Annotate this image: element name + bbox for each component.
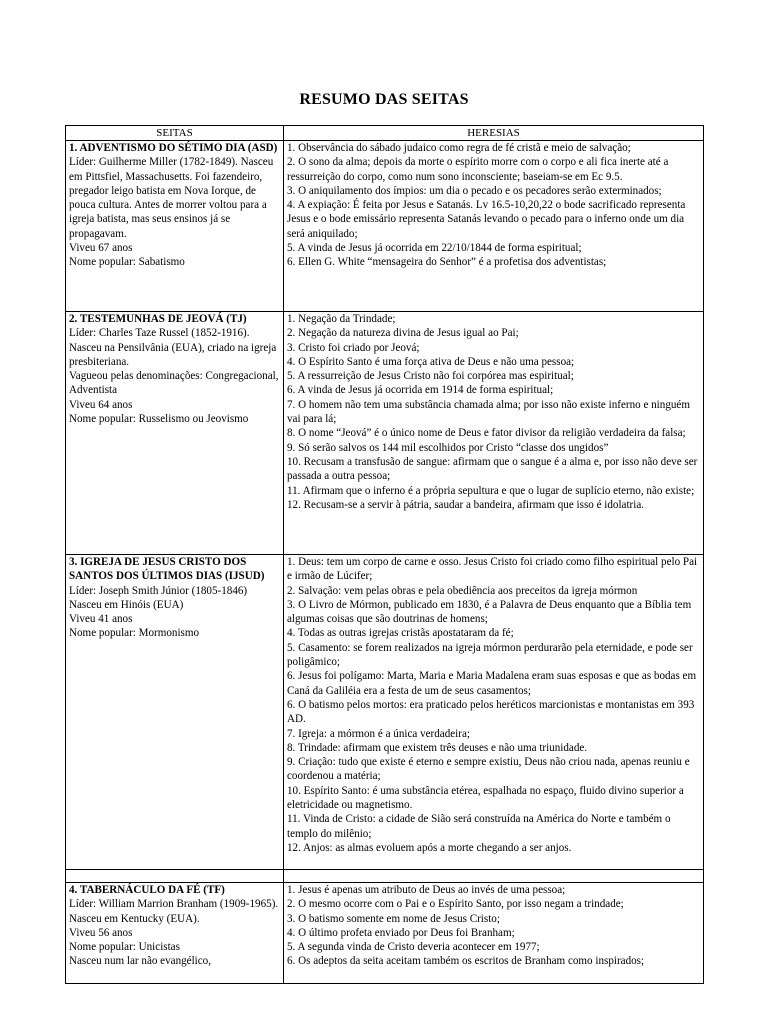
heresy-item: 6. A vinda de Jesus já ocorrida em 1914 de forma espiritual; [287, 384, 554, 397]
sect-name: 2. TESTEMUNHAS DE JEOVÁ (TJ) [69, 313, 247, 325]
sect-name: 4. TABERNÁCULO DA FÉ (TF) [69, 884, 225, 896]
heresy-item: 7. O homem não tem uma substância chamada alma; por isso não existe inferno e ninguém vai para lá; [287, 398, 690, 426]
sect-info: Viveu 56 anos [69, 926, 133, 939]
heresy-item: 3. O aniquilamento dos ímpios: um dia o pecado e os pecadores serão exterminados; [287, 184, 662, 197]
heresy-item: 10. Espírito Santo: é uma substância etérea, espalhada no espaço, fluido divino superior a eletricidade ou magnetismo. [287, 784, 684, 812]
sects-table [65, 125, 704, 984]
heresy-item: 10. Recusam a transfusão de sangue: afirmam que o sangue é a alma e, por isso não deve ser passada a outra pessoa; [287, 455, 698, 483]
sect-cell [66, 555, 284, 870]
table-row [66, 883, 704, 984]
sect-name: 1. ADVENTISMO DO SÉTIMO DIA (ASD) [69, 142, 278, 154]
table-header-row [66, 126, 704, 141]
heresy-item: 5. A segunda vinda de Cristo deveria acontecer em 1977; [287, 941, 540, 954]
heresy-item: 12. Recusam-se a servir à pátria, saudar a bandeira, afirmam que isso é idolatria. [287, 498, 645, 511]
heresy-item: 7. Igreja: a mórmon é a única verdadeira; [287, 727, 470, 740]
heresy-item: 3. Cristo foi criado por Jeová; [287, 341, 420, 354]
sect-info: Nome popular: Russelismo ou Jeovismo [69, 413, 249, 426]
spacer-cell [66, 870, 284, 883]
heresy-item: 6. Ellen G. White “mensageira do Senhor” é a profetisa dos adventistas; [287, 256, 607, 269]
heresy-item: 3. O Livro de Mórmon, publicado em 1830, é a Palavra de Deus enquanto que a Bíblia tem algumas coisas que são doutrinas de homens; [287, 598, 692, 626]
heresy-item: 5. A vinda de Jesus já ocorrida em 22/10/1844 de forma espiritual; [287, 242, 582, 255]
heresy-item: 12. Anjos: as almas evoluem após a morte chegando a ser anjos. [287, 841, 572, 854]
heresy-item: 5. A ressurreição de Jesus Cristo não foi corpórea mas espiritual; [287, 370, 574, 383]
sect-name: 3. IGREJA DE JESUS CRISTO DOS SANTOS DOS ÚLTIMOS DIAS (IJSUD) [69, 556, 265, 583]
sect-cell [66, 141, 284, 312]
sect-cell [66, 883, 284, 984]
heresy-item: 2. Negação da natureza divina de Jesus igual ao Pai; [287, 327, 519, 340]
heresy-item: 2. Salvação: vem pelas obras e pela obediência aos preceitos da igreja mórmon [287, 584, 638, 597]
sect-info: Nasceu num lar não evangélico, [69, 955, 212, 968]
header-seitas: SEITAS [66, 126, 284, 141]
header-heresias: HERESIAS [284, 126, 704, 141]
heresy-item: 1. Negação da Trindade; [287, 313, 396, 325]
heresy-item: 1. Jesus é apenas um atributo de Deus ao invés de uma pessoa; [287, 884, 566, 896]
sect-info: Nasceu em Hinóis (EUA) [69, 598, 184, 611]
heresy-item: 4. O último profeta enviado por Deus foi Branham; [287, 926, 515, 939]
heresy-item: 4. O Espírito Santo é uma força ativa de Deus e não uma pessoa; [287, 355, 575, 368]
heresy-item: 8. Trindade: afirmam que existem três deuses e não uma triunidade. [287, 741, 588, 754]
heresy-item: 4. A expiação: É feita por Jesus e Satanás. Lv 16.5-10,20,22 o bode sacrificado representa Jesus e o bode emissário representa Satanás levando o pecado para o inferno onde um dia será aniquilado; [287, 199, 686, 240]
sect-info: Vagueou pelas denominações: Congregacional, Adventista [69, 370, 279, 397]
heresies-cell [284, 883, 704, 984]
heresy-item: 4. Todas as outras igrejas cristãs apostataram da fé; [287, 627, 514, 640]
spacer-cell [284, 870, 704, 883]
heresy-item: 3. O batismo somente em nome de Jesus Cristo; [287, 912, 500, 925]
document-title: RESUMO DAS SEITAS [299, 91, 469, 108]
sect-cell [66, 312, 284, 555]
sect-info: Líder: William Marrion Branham (1909-1965). Nasceu em Kentucky (EUA). [69, 898, 279, 925]
sect-info: Viveu 41 anos [69, 613, 133, 626]
sect-info: Nome popular: Mormonismo [69, 627, 200, 640]
heresies-cell [284, 555, 704, 870]
sect-info: Líder: Guilherme Miller (1782-1849). Nasceu em Pittsfiel, Massachusetts. Foi fazendeiro, pregador leigo batista em Nova Iorque, de pouca cultura. Antes de morrer voltou para a igreja batista, mas seus ensinos já se propagavam. [69, 156, 274, 240]
heresy-item: 9. Só serão salvos os 144 mil escolhidos por Cristo “classe dos ungidos” [287, 441, 609, 454]
heresy-item: 5. Casamento: se forem realizados na igreja mórmon perdurarão pela eternidade, e pode ser poligâmico; [287, 641, 693, 669]
heresy-item: 1. Observância do sábado judaico como regra de fé cristã e meio de salvação; [287, 142, 631, 154]
table-spacer-row [66, 870, 704, 883]
heresy-item: 11. Afirmam que o inferno é a própria sepultura e que o lugar de suplício eterno, não existe; [287, 484, 695, 497]
table-row [66, 141, 704, 312]
heresy-item: 8. O nome “Jeová” é o único nome de Deus e fator divisor da religião verdadeira da falsa; [287, 427, 686, 440]
table-row [66, 555, 704, 870]
sect-info: Viveu 67 anos [69, 242, 133, 255]
heresy-item: 1. Deus: tem um corpo de carne e osso. Jesus Cristo foi criado como filho espiritual pelo Pai e irmão de Lúcifer; [287, 556, 698, 583]
sect-info: Líder: Joseph Smith Júnior (1805-1846) [69, 584, 248, 597]
heresies-cell [284, 141, 704, 312]
sect-info: Nome popular: Unicistas [69, 941, 180, 954]
heresy-item: 9. Criação: tudo que existe é eterno e sempre existiu, Deus não criou nada, apenas reuniu e coordenou a matéria; [287, 756, 690, 783]
heresy-item: 2. O sono da alma; depois da morte o espírito morre com o corpo e ali fica inerte até a ressurreição do corpo, como num sono inconsciente; baseiam-se em Ec 9.5. [287, 156, 669, 183]
sect-info: Nome popular: Sabatismo [69, 256, 185, 269]
heresy-item: 11. Vinda de Cristo: a cidade de Sião será construída na América do Norte e também o templo do milênio; [287, 813, 671, 840]
sect-info: Viveu 64 anos [69, 398, 133, 411]
sect-info: Líder: Charles Taze Russel (1852-1916). Nasceu na Pensilvânia (EUA), criado na igreja presbiteriana. [69, 327, 277, 368]
heresy-item: 6. Jesus foi polígamo: Marta, Maria e Maria Madalena eram suas esposas e que as bodas em Caná da Galiléia era a festa de um de seus casamentos; [287, 670, 697, 697]
heresies-cell [284, 312, 704, 555]
heresy-item: 6. Os adeptos da seita aceitam também os escritos de Branham como inspirados; [287, 955, 645, 968]
heresy-item: 2. O mesmo ocorre com o Pai e o Espírito Santo, por isso negam a trindade; [287, 898, 624, 911]
heresy-item: 6. O batismo pelos mortos: era praticado pelos heréticos marcionistas e montanistas em 393 AD. [287, 698, 695, 726]
table-row [66, 312, 704, 555]
